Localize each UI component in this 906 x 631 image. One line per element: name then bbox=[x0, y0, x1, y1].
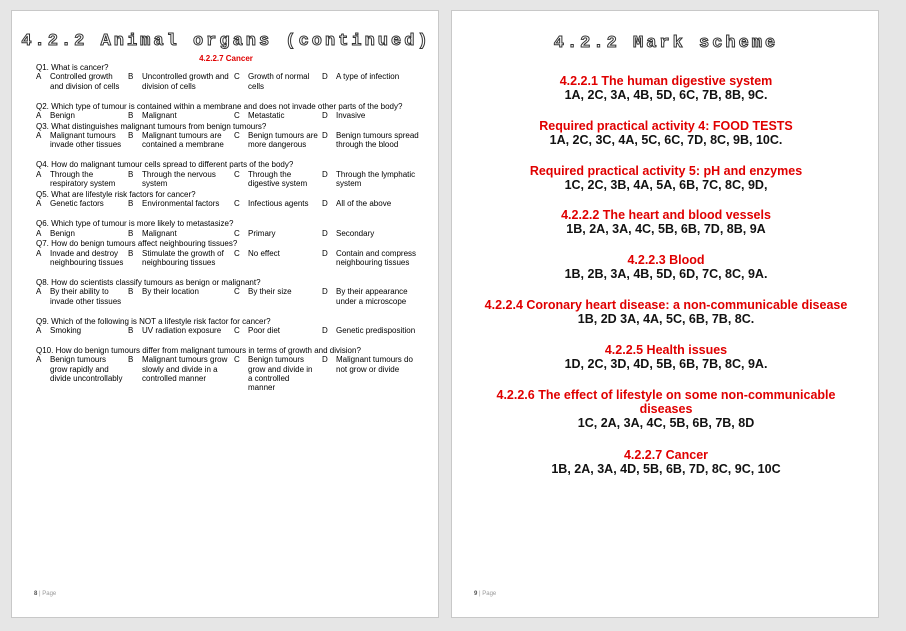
option-text: Genetic predisposition bbox=[336, 326, 416, 336]
option-letter: D bbox=[322, 228, 328, 238]
mark-answers: 1B, 2D 3A, 4A, 5C, 6B, 7B, 8C. bbox=[577, 312, 755, 326]
quiz-question bbox=[36, 239, 424, 278]
quiz-question bbox=[36, 219, 424, 239]
mark-heading: 4.2.2.6 The effect of lifestyle on some non-communicable diseases bbox=[496, 388, 836, 416]
answer-options bbox=[36, 326, 424, 346]
question-text: Q8. How do scientists classify tumours as benign or malignant? bbox=[36, 278, 261, 288]
option-letter: D bbox=[322, 248, 328, 258]
option-letter: D bbox=[322, 199, 328, 209]
option-text: Benign tumours grow and divide in a controlled manner bbox=[248, 355, 313, 393]
option-text: Benign tumours are more dangerous bbox=[248, 131, 318, 150]
section-subtitle: 4.2.2.7 Cancer bbox=[199, 54, 253, 63]
page-number: 8 bbox=[34, 591, 38, 597]
option-letter: B bbox=[128, 248, 134, 258]
mark-heading: Required practical activity 5: pH and enzymes bbox=[529, 164, 803, 178]
answer-options bbox=[36, 287, 424, 316]
option-text: Malignant tumours are contained a membrane bbox=[142, 131, 224, 150]
mark-section bbox=[452, 164, 880, 192]
option-text: Controlled growth and division of cells bbox=[50, 72, 120, 91]
option-letter: B bbox=[128, 199, 134, 209]
page-9 bbox=[451, 10, 879, 618]
question-text: Q7. How do benign tumours affect neighbouring tissues? bbox=[36, 239, 238, 249]
mark-section bbox=[452, 208, 880, 236]
option-text: Through the respiratory system bbox=[50, 169, 116, 189]
option-text: Through the nervous system bbox=[142, 169, 216, 189]
option-text: Secondary bbox=[336, 228, 375, 238]
option-text: Benign bbox=[50, 228, 75, 238]
option-text: By their appearance under a microscope bbox=[336, 287, 408, 306]
option-letter: D bbox=[322, 72, 328, 82]
option-text: Malignant tumours grow slowly and divide in a controlled manner bbox=[142, 355, 228, 383]
option-text: UV radiation exposure bbox=[142, 326, 222, 336]
option-text: Metastatic bbox=[248, 110, 285, 120]
option-text: All of the above bbox=[336, 199, 392, 209]
option-letter: D bbox=[322, 169, 328, 179]
mark-heading: 4.2.2.7 Cancer bbox=[623, 448, 709, 462]
option-letter: C bbox=[234, 287, 240, 297]
option-letter: C bbox=[234, 169, 240, 179]
mark-answers: 1B, 2A, 3A, 4D, 5B, 6B, 7D, 8C, 9C, 10C bbox=[551, 462, 781, 476]
option-letter: C bbox=[234, 326, 240, 336]
option-text: Primary bbox=[248, 228, 276, 238]
question-text: Q4. How do malignant tumour cells spread to different parts of the body? bbox=[36, 160, 294, 170]
mark-answers: 1C, 2A, 3A, 4C, 5B, 6B, 7B, 8D bbox=[577, 416, 755, 430]
option-letter: C bbox=[234, 355, 240, 365]
option-text: Smoking bbox=[50, 326, 82, 336]
quiz bbox=[36, 63, 424, 394]
question-text: Q9. Which of the following is NOT a lifestyle risk factor for cancer? bbox=[36, 316, 271, 326]
option-text: Invasive bbox=[336, 110, 366, 120]
option-text: By their size bbox=[248, 287, 292, 297]
mark-heading: 4.2.2.2 The heart and blood vessels bbox=[561, 208, 771, 222]
option-text: Genetic factors bbox=[50, 199, 104, 209]
quiz-question bbox=[36, 122, 424, 161]
option-letter: B bbox=[128, 287, 134, 297]
option-letter: B bbox=[128, 72, 134, 82]
question-text: Q1. What is cancer? bbox=[36, 63, 109, 72]
option-text: Poor diet bbox=[248, 326, 281, 336]
mark-answers: 1B, 2A, 3A, 4C, 5B, 6B, 7D, 8B, 9A bbox=[566, 222, 766, 236]
mark-section bbox=[452, 119, 880, 147]
answer-options bbox=[36, 229, 424, 240]
mark-answers: 1A, 2C, 3A, 4B, 5D, 6C, 7B, 8B, 9C. bbox=[564, 88, 768, 102]
mark-section bbox=[452, 74, 880, 102]
option-letter: B bbox=[128, 228, 134, 238]
page-title: 4.2.2 Animal organs (continued) bbox=[21, 32, 431, 51]
option-letter: D bbox=[322, 326, 328, 336]
mark-answers: 1A, 2C, 3C, 4A, 5C, 6C, 7D, 8C, 9B, 10C. bbox=[549, 133, 783, 147]
answer-options bbox=[36, 72, 424, 101]
mark-answers: 1D, 2C, 3D, 4D, 5B, 6B, 7B, 8C, 9A. bbox=[564, 357, 768, 371]
option-letter: A bbox=[36, 287, 42, 297]
page-label: Page bbox=[42, 591, 57, 597]
option-letter: A bbox=[36, 169, 42, 179]
answer-options bbox=[36, 199, 424, 219]
option-text: Benign tumours grow rapidly and divide uncontrollably bbox=[50, 355, 123, 383]
option-text: Malignant bbox=[142, 228, 177, 238]
mark-section bbox=[452, 448, 880, 476]
option-text: A type of infection bbox=[336, 72, 400, 82]
page-footer: 9 | Page bbox=[474, 591, 497, 597]
option-letter: B bbox=[128, 110, 134, 120]
option-text: Environmental factors bbox=[142, 199, 220, 209]
quiz-question bbox=[36, 102, 424, 122]
option-letter: B bbox=[128, 131, 134, 141]
option-text: No effect bbox=[248, 248, 280, 258]
option-letter: B bbox=[128, 326, 134, 336]
option-letter: C bbox=[234, 72, 240, 82]
option-text: Invade and destroy neighbouring tissues bbox=[50, 248, 124, 267]
option-letter: A bbox=[36, 199, 42, 209]
option-text: Malignant tumours invade other tissues bbox=[50, 131, 122, 150]
option-letter: C bbox=[234, 248, 240, 258]
option-text: Infectious agents bbox=[248, 199, 309, 209]
mark-section bbox=[452, 253, 880, 281]
page-label: Page bbox=[482, 591, 497, 597]
option-letter: C bbox=[234, 131, 240, 141]
quiz-question bbox=[36, 190, 424, 219]
option-letter: A bbox=[36, 228, 42, 238]
option-text: Contain and compress neighbouring tissues bbox=[336, 248, 417, 267]
quiz-question bbox=[36, 317, 424, 346]
option-letter: C bbox=[234, 228, 240, 238]
option-letter: C bbox=[234, 199, 240, 209]
quiz-question bbox=[36, 63, 424, 102]
option-letter: B bbox=[128, 169, 134, 179]
question-text: Q2. Which type of tumour is contained within a membrane and does not invade other parts of the body? bbox=[36, 101, 403, 111]
option-letter: B bbox=[128, 355, 134, 365]
option-text: Malignant bbox=[142, 110, 177, 120]
answer-options bbox=[36, 131, 424, 160]
option-text: Through the digestive system bbox=[248, 169, 308, 189]
mark-section bbox=[476, 388, 856, 430]
page-number: 9 bbox=[474, 591, 478, 597]
question-text: Q5. What are lifestyle risk factors for cancer? bbox=[36, 189, 196, 199]
option-text: By their ability to invade other tissues bbox=[50, 287, 122, 306]
option-letter: D bbox=[322, 110, 328, 120]
page-8 bbox=[11, 10, 439, 618]
quiz-question bbox=[36, 346, 424, 394]
option-letter: A bbox=[36, 248, 42, 258]
mark-heading: 4.2.2.4 Coronary heart disease: a non-communicable disease bbox=[484, 298, 848, 312]
option-text: Growth of normal cells bbox=[248, 72, 310, 91]
option-text: Uncontrolled growth and division of cells bbox=[142, 72, 229, 91]
mark-heading: 4.2.2.3 Blood bbox=[627, 253, 705, 267]
option-letter: D bbox=[322, 355, 328, 365]
option-letter: A bbox=[36, 326, 42, 336]
option-text: Malignant tumours do not grow or divide bbox=[336, 355, 413, 374]
question-text: Q3. What distinguishes malignant tumours from benign tumours? bbox=[36, 121, 267, 131]
option-letter: A bbox=[36, 72, 42, 82]
page-footer: 8 | Page bbox=[34, 591, 57, 597]
option-letter: A bbox=[36, 355, 42, 365]
mark-answers: 1C, 2C, 3B, 4A, 5A, 6B, 7C, 8C, 9D, bbox=[564, 178, 768, 192]
quiz-question bbox=[36, 278, 424, 317]
mark-answers: 1B, 2B, 3A, 4B, 5D, 6D, 7C, 8C, 9A. bbox=[564, 267, 768, 281]
quiz-question bbox=[36, 160, 424, 189]
option-letter: A bbox=[36, 131, 42, 141]
option-letter: D bbox=[322, 287, 328, 297]
page-title: 4.2.2 Mark scheme bbox=[553, 34, 779, 53]
option-text: Through the lymphatic system bbox=[336, 169, 416, 189]
option-letter: D bbox=[322, 131, 328, 141]
answer-options bbox=[36, 111, 424, 122]
option-text: By their location bbox=[142, 287, 199, 297]
option-text: Stimulate the growth of neighbouring tissues bbox=[142, 248, 224, 267]
answer-options bbox=[36, 249, 424, 278]
option-text: Benign tumours spread through the blood bbox=[336, 131, 419, 150]
question-text: Q6. Which type of tumour is more likely to metastasize? bbox=[36, 219, 234, 229]
answer-options bbox=[36, 170, 424, 190]
option-text: Benign bbox=[50, 110, 75, 120]
answer-options bbox=[36, 355, 424, 394]
mark-heading: Required practical activity 4: FOOD TESTS bbox=[539, 119, 793, 133]
option-letter: C bbox=[234, 110, 240, 120]
mark-heading: 4.2.2.5 Health issues bbox=[604, 343, 728, 357]
mark-section bbox=[452, 343, 880, 371]
question-text: Q10. How do benign tumours differ from malignant tumours in terms of growth and division? bbox=[36, 346, 361, 356]
mark-heading: 4.2.2.1 The human digestive system bbox=[559, 74, 773, 88]
option-letter: A bbox=[36, 110, 42, 120]
mark-section bbox=[452, 298, 880, 326]
